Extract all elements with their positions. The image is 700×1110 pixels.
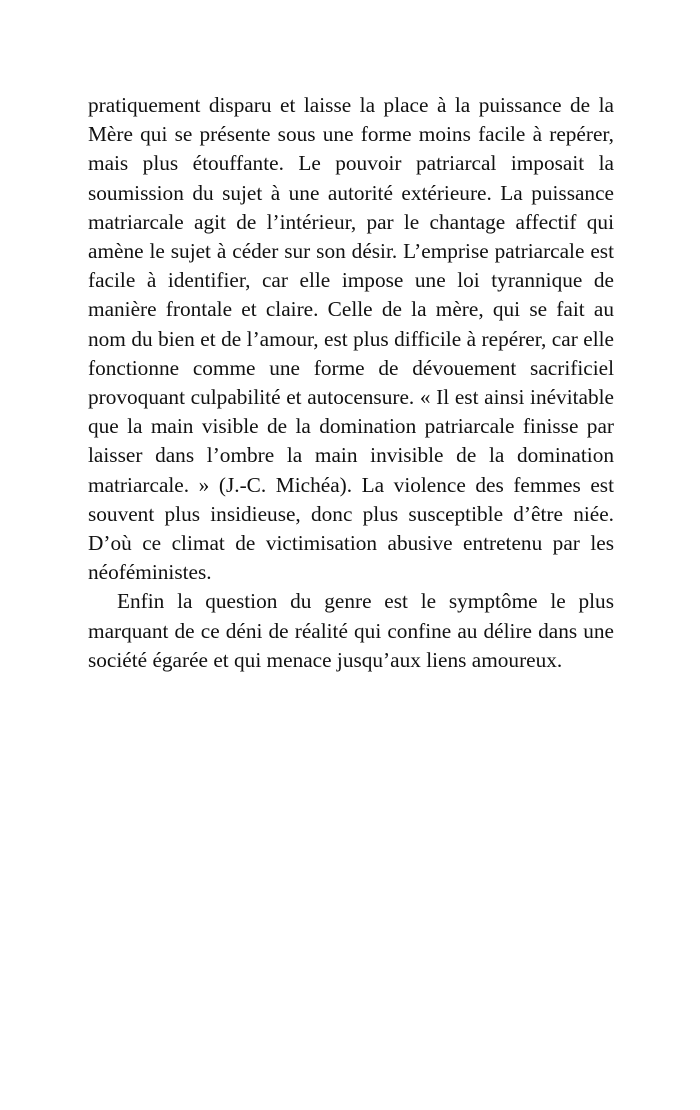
body-text	[88, 91, 614, 675]
paragraph-genre: Enfin la question du genre est le symptôme le plus marquant de ce déni de réalité qui confine au délire dans une société égarée et qui menace jusqu’aux liens amoureux.	[88, 589, 614, 672]
paragraph-continuation: pratiquement disparu et laisse la place à la puissance de la Mère qui se présente sous une forme moins facile à repérer, mais plus étouffante. Le pouvoir patriarcal imposait la soumission du sujet à une autorité extérieure. La puissance matriarcale agit de l’intérieur, par le chantage affectif qui amène le sujet à céder sur son désir. L’emprise patriarcale est facile à identifier, car elle impose une loi tyrannique de manière frontale et claire. Celle de la mère, qui se fait au nom du bien et de l’amour, est plus difficile à repérer, car elle fonctionne comme une forme de dévouement sacrificiel provoquant culpabilité et autocensure. « Il est ainsi inévitable que la main visible de la domination patriarcale finisse par laisser dans l’ombre la main invisible de la domination matriarcale. » (J.-C. Michéa). La violence des femmes est souvent plus insidieuse, donc plus susceptible d’être niée. D’où ce climat de victimisation abusive entretenu par les néoféministes.	[88, 93, 614, 585]
